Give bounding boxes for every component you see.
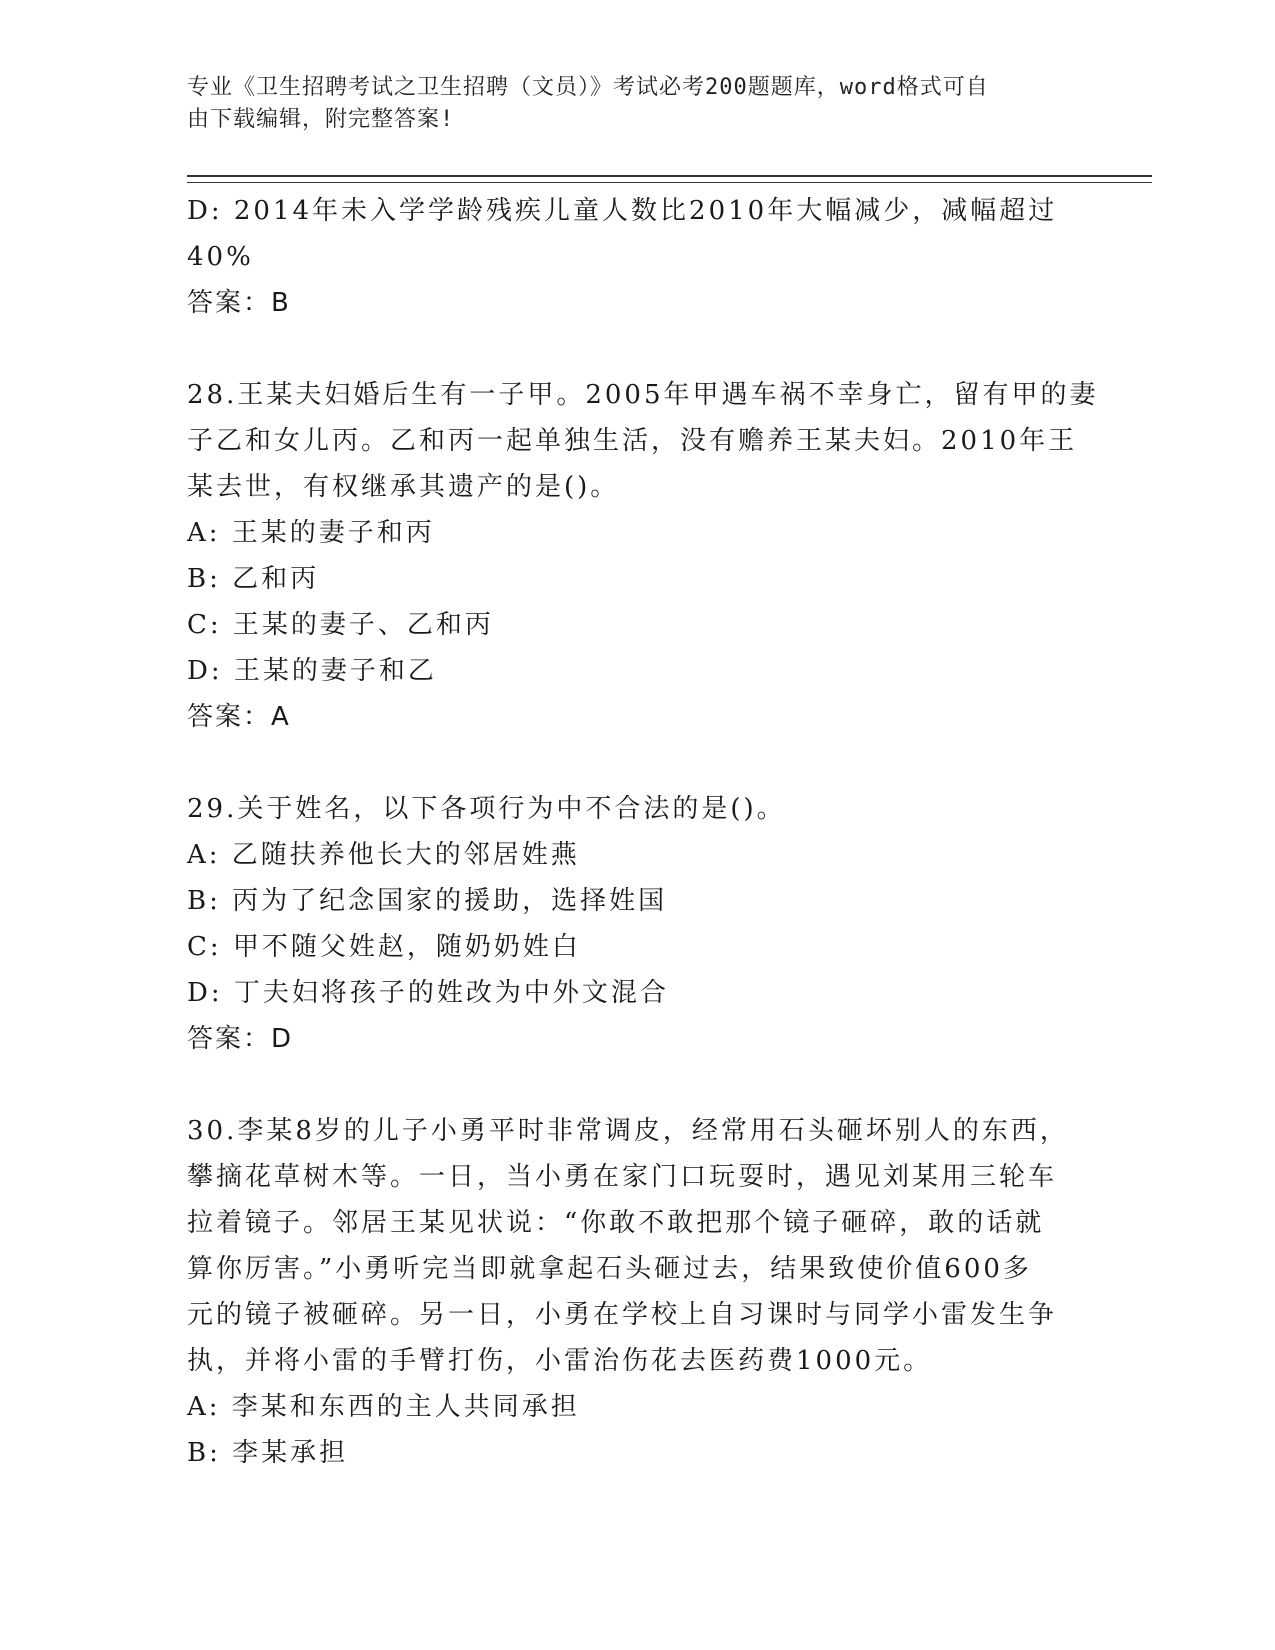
spacer	[187, 326, 1087, 372]
answer-line: 答案：D	[187, 1024, 294, 1054]
question-stem: 子乙和女儿丙。乙和丙一起单独生活，没有赡养王某夫妇。2010年王	[187, 426, 1078, 456]
header-divider-thin	[187, 182, 1152, 183]
question-29	[187, 786, 1087, 1062]
spacer	[187, 740, 1087, 786]
option-a: A: 李某和东西的主人共同承担	[187, 1392, 580, 1422]
option-d: D: 2014年未入学学龄残疾儿童人数比2010年大幅减少，减幅超过	[187, 196, 1058, 226]
question-stem: 30.李某8岁的儿子小勇平时非常调皮，经常用石头砸坏别人的东西，	[187, 1116, 1069, 1146]
option-c: C: 甲不随父姓赵，随奶奶姓白	[187, 932, 581, 962]
option-b: B: 李某承担	[187, 1438, 349, 1468]
option-a: A: 乙随扶养他长大的邻居姓燕	[187, 840, 580, 870]
question-stem: 拉着镜子。邻居王某见状说：“你敢不敢把那个镜子砸碎，敢的话就	[187, 1208, 1045, 1238]
answer-line: 答案：B	[187, 288, 291, 318]
document-header	[187, 72, 1067, 136]
question-stem: 执，并将小雷的手臂打伤，小雷治伤花去医药费1000元。	[187, 1346, 933, 1376]
option-d-continued: 40%	[187, 242, 254, 272]
option-b: B: 丙为了纪念国家的援助，选择姓国	[187, 886, 668, 916]
spacer	[187, 1062, 1087, 1108]
header-line-1: 专业《卫生招聘考试之卫生招聘（文员）》考试必考200题题库，word格式可自	[187, 75, 989, 100]
question-stem: 29.关于姓名，以下各项行为中不合法的是()。	[187, 794, 786, 824]
question-stem: 算你厉害。”小勇听完当即就拿起石头砸过去，结果致使价值600多	[187, 1254, 1032, 1284]
question-stem: 元的镜子被砸碎。另一日，小勇在学校上自习课时与同学小雷发生争	[187, 1300, 1058, 1330]
header-line-2: 由下载编辑，附完整答案!	[187, 107, 455, 132]
question-30	[187, 1108, 1087, 1476]
answer-line: 答案：A	[187, 702, 291, 732]
question-28	[187, 372, 1099, 740]
document-body	[187, 188, 1099, 1476]
question-stem: 某去世，有权继承其遗产的是()。	[187, 472, 620, 502]
option-b: B: 乙和丙	[187, 564, 320, 594]
option-c: C: 王某的妻子、乙和丙	[187, 610, 494, 640]
option-d: D: 丁夫妇将孩子的姓改为中外文混合	[187, 978, 669, 1008]
question-stem: 攀摘花草树木等。一日，当小勇在家门口玩耍时，遇见刘某用三轮车	[187, 1162, 1058, 1192]
question-stem: 28.王某夫妇婚后生有一子甲。2005年甲遇车祸不幸身亡，留有甲的妻	[187, 380, 1099, 410]
prev-question-tail	[187, 188, 1087, 326]
option-a: A: 王某的妻子和丙	[187, 518, 435, 548]
header-divider-thick	[187, 175, 1152, 177]
option-d: D: 王某的妻子和乙	[187, 656, 437, 686]
